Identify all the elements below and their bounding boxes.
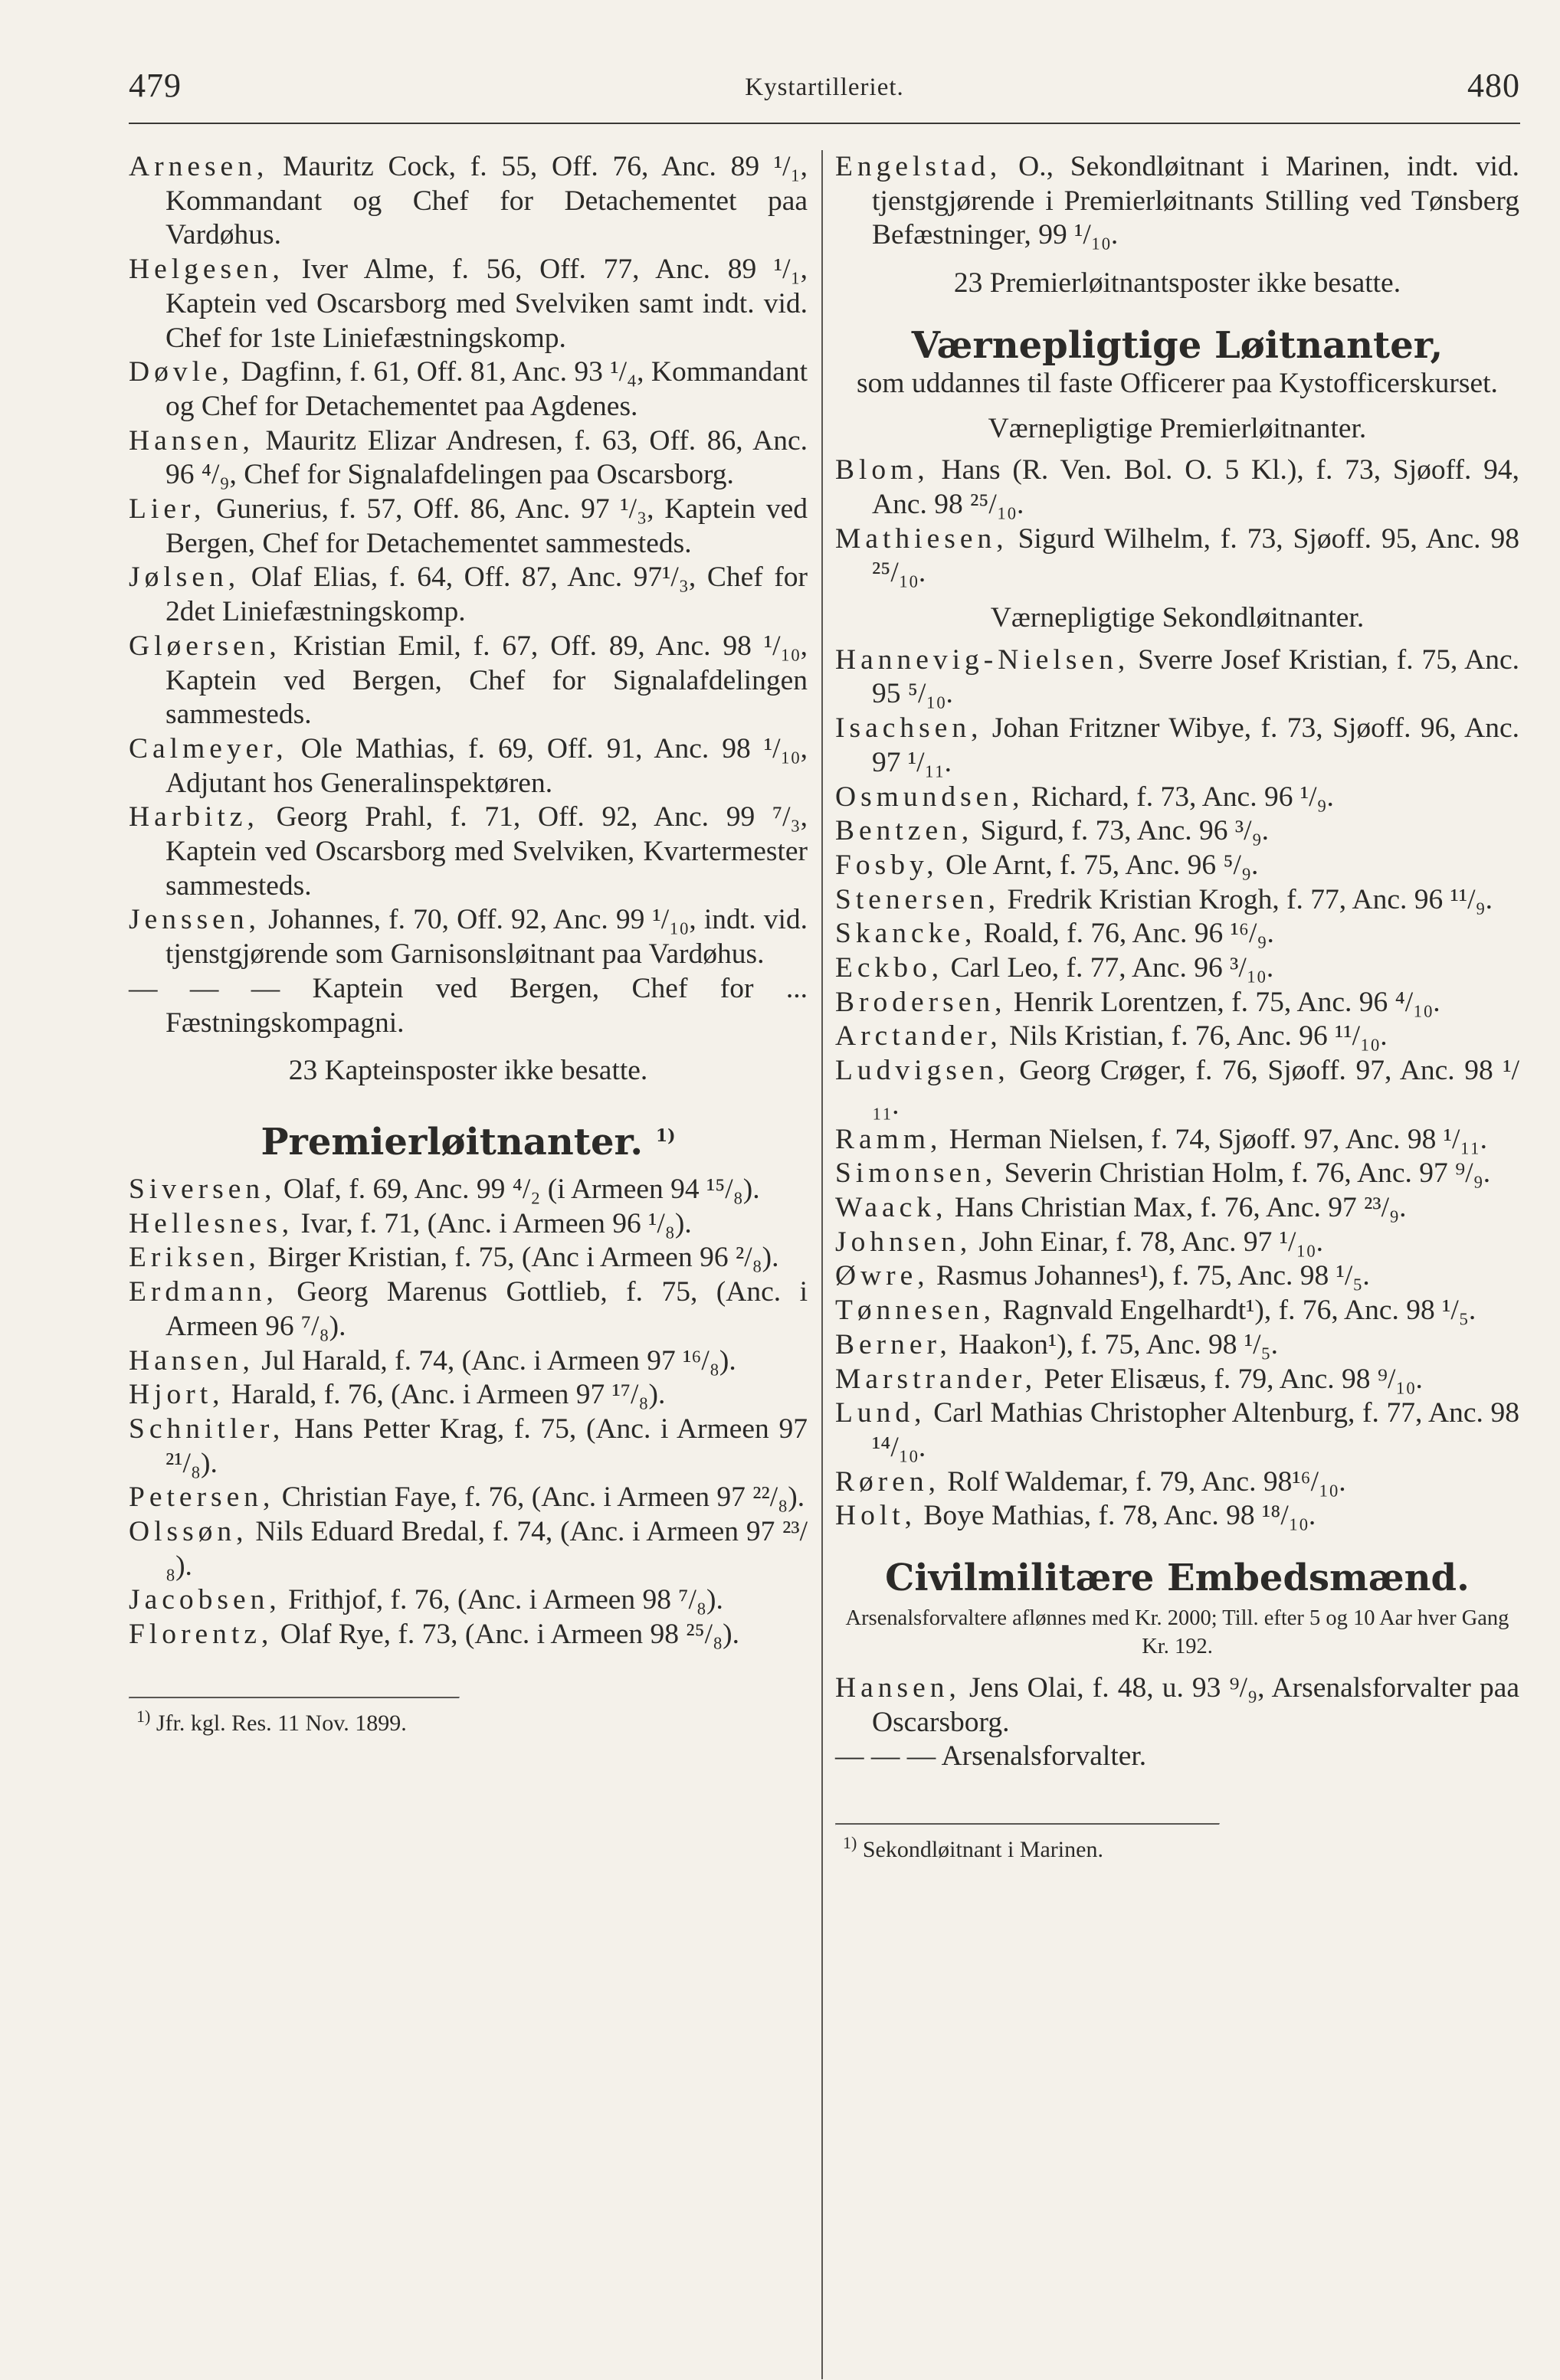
list-item: — — — Arsenalsforvalter. (835, 1740, 1147, 1773)
list-item: Holt, Boye Mathias, f. 78, Anc. 98 ¹⁸/₁₀. (835, 1500, 1316, 1532)
page-header (129, 66, 1520, 119)
conscript-heading: Værnepligtige Løitnanter, (911, 323, 1444, 367)
conscript-premier-subheading: Værnepligtige Premierløitnanter. (988, 412, 1367, 444)
list-item: Erdmann, Georg Marenus Gottlieb, f. 75, (Anc. i Armeen 96 ⁷/₈). (129, 1276, 808, 1342)
list-item: Waack, Hans Christian Max, f. 76, Anc. 97 ²³/₉. (835, 1191, 1407, 1223)
conscript-second-subheading: Værnepligtige Sekondløitnanter. (990, 602, 1365, 634)
list-item: Øwre, Rasmus Johannes¹), f. 75, Anc. 98 ¹/₅. (835, 1260, 1370, 1292)
footnote-rule (129, 1697, 460, 1699)
list-item: Jølsen, Olaf Elias, f. 64, Off. 87, Anc. 97¹/₃, Chef for 2det Liniefæstningskomp. (129, 561, 808, 628)
list-item: Engelstad, O., Sekondløitnant i Marinen, indt. vid. tjenstgjørende i Premierløitnants Stilling ved Tønsberg Befæstninger, 99 ¹/₁₀. (835, 151, 1520, 251)
list-item: Olssøn, Nils Eduard Bredal, f. 74, (Anc. i Armeen 97 ²³/₈). (129, 1516, 808, 1582)
list-item: Schnitler, Hans Petter Krag, f. 75, (Anc. i Armeen 97 ²¹/₈). (129, 1413, 808, 1479)
conscript-subtitle: som uddannes til faste Officerer paa Kystofficerskurset. (857, 367, 1498, 399)
footnote: $^{1)}$ Jfr. kgl. Res. 11 Nov. 1899. (136, 1706, 407, 1736)
list-item: Mathiesen, Sigurd Wilhelm, f. 73, Sjøoff. 95, Anc. 98 ²⁵/₁₀. (835, 522, 1520, 589)
list-item: Hansen, Mauritz Elizar Andresen, f. 63, Off. 86, Anc. 96 ⁴/₉, Chef for Signalafdelingen paa Oscarsborg. (129, 424, 808, 491)
conscript-premier-list (835, 453, 1519, 591)
captains-list (129, 150, 808, 1040)
list-item: Ramm, Herman Nielsen, f. 74, Sjøoff. 97, Anc. 98 ¹/₁₁. (835, 1123, 1487, 1155)
left-column (129, 150, 808, 1762)
list-item: Fosby, Ole Arnt, f. 75, Anc. 96 ⁵/₉. (835, 849, 1259, 881)
list-item: Jacobsen, Frithjof, f. 76, (Anc. i Armeen 98 ⁷/₈). (129, 1584, 723, 1616)
list-item: Petersen, Christian Faye, f. 76, (Anc. i Armeen 97 ²²/₈). (129, 1481, 805, 1514)
list-item: Marstrander, Peter Elisæus, f. 79, Anc. 98 ⁹/₁₀. (835, 1363, 1423, 1395)
list-item: Ludvigsen, Georg Crøger, f. 76, Sjøoff. 97, Anc. 98 ¹/₁₁. (835, 1055, 1520, 1121)
right-column (835, 150, 1519, 1888)
list-item: Brodersen, Henrik Lorentzen, f. 75, Anc. 96 ⁴/₁₀. (835, 986, 1440, 1018)
premier-heading: Premierløitnanter. $^{1)}$ (261, 1120, 676, 1164)
premier-posts-note: 23 Premierløitnantsposter ikke besatte. (953, 267, 1401, 300)
list-item: Calmeyer, Ole Mathias, f. 69, Off. 91, Anc. 98 ¹/₁₀, Adjutant hos Generalinspektøren. (129, 732, 808, 799)
page-number-left: 479 (129, 67, 182, 104)
list-item: Simonsen, Severin Christian Holm, f. 76, Anc. 97 ⁹/₉. (835, 1157, 1491, 1190)
list-item: Jenssen, Johannes, f. 70, Off. 92, Anc. 99 ¹/₁₀, indt. vid. tjenstgjørende som Garnisonsløitnant paa Vardøhus. (129, 904, 808, 971)
list-item: Arnesen, Mauritz Cock, f. 55, Off. 76, Anc. 89 ¹/₁, Kommandant og Chef for Detachementet paa Vardøhus. (129, 151, 808, 251)
footnote-rule (835, 1823, 1220, 1825)
civil-list (835, 1671, 1519, 1774)
list-item: Hjort, Harald, f. 76, (Anc. i Armeen 97 ¹⁷/₈). (129, 1379, 666, 1411)
list-item: — — — Kaptein ved Bergen, Chef for ... Fæstningskompagni. (129, 972, 808, 1039)
footnote: $^{1)}$ Sekondløitnant i Marinen. (843, 1833, 1103, 1863)
running-title: Kystartilleriet. (745, 74, 904, 101)
premier-list (129, 1173, 808, 1652)
list-item: Harbitz, Georg Prahl, f. 71, Off. 92, Anc. 99 ⁷/₃, Kaptein ved Oscarsborg med Svelviken, Kvartermester sammesteds. (129, 801, 808, 902)
list-item: Hellesnes, Ivar, f. 71, (Anc. i Armeen 96 ¹/₈). (129, 1207, 692, 1239)
list-item: Døvle, Dagfinn, f. 61, Off. 81, Anc. 93 ¹/₄, Kommandant og Chef for Detachementet paa Agdenes. (129, 356, 808, 422)
list-item: Eriksen, Birger Kristian, f. 75, (Anc i Armeen 96 ²/₈). (129, 1242, 779, 1274)
list-item: Berner, Haakon¹), f. 75, Anc. 98 ¹/₅. (835, 1328, 1279, 1360)
list-item: Stenersen, Fredrik Kristian Krogh, f. 77, Anc. 96 ¹¹/₉. (835, 883, 1493, 915)
list-item: Hansen, Jul Harald, f. 74, (Anc. i Armeen 97 ¹⁶/₈). (129, 1344, 736, 1377)
list-item: Tønnesen, Ragnvald Engelhardt¹), f. 76, Anc. 98 ¹/₅. (835, 1295, 1476, 1327)
list-item: Isachsen, Johan Fritzner Wibye, f. 73, Sjøoff. 96, Anc. 97 ¹/₁₁. (835, 712, 1519, 778)
list-item: Helgesen, Iver Alme, f. 56, Off. 77, Anc. 89 ¹/₁, Kaptein ved Oscarsborg med Svelviken samt indt. vid. Chef for 1ste Liniefæstningskomp. (129, 254, 808, 354)
list-item: Skancke, Roald, f. 76, Anc. 96 ¹⁶/₉. (835, 918, 1274, 950)
list-item: Eckbo, Carl Leo, f. 77, Anc. 96 ³/₁₀. (835, 952, 1274, 984)
civil-note: Arsenalsforvaltere aflønnes med Kr. 2000; Till. efter 5 og 10 Aar hver Gang Kr. 192. (845, 1606, 1509, 1659)
list-item: Florentz, Olaf Rye, f. 73, (Anc. i Armeen 98 ²⁵/₈). (129, 1619, 740, 1651)
captains-note: 23 Kapteinsposter ikke besatte. (288, 1055, 648, 1087)
list-item: Lier, Gunerius, f. 57, Off. 86, Anc. 97 ¹/₃, Kaptein ved Bergen, Chef for Detachementet sammesteds. (129, 493, 808, 559)
list-item: Gløersen, Kristian Emil, f. 67, Off. 89, Anc. 98 ¹/₁₀, Kaptein ved Bergen, Chef for Signalafdelingen sammesteds. (129, 630, 808, 731)
header-rule (129, 123, 1520, 124)
list-item: Røren, Rolf Waldemar, f. 79, Anc. 98¹⁶/₁₀. (835, 1465, 1346, 1498)
footnote-marker: 1) (655, 1125, 676, 1146)
column-divider (821, 150, 823, 2379)
list-item: Osmundsen, Richard, f. 73, Anc. 96 ¹/₉. (835, 781, 1334, 813)
civil-heading: Civilmilitære Embedsmænd. (885, 1557, 1470, 1600)
list-item: Siversen, Olaf, f. 69, Anc. 99 ⁴/₂ (i Armeen 94 ¹⁵/₈). (129, 1173, 760, 1205)
list-item: Bentzen, Sigurd, f. 73, Anc. 96 ³/₉. (835, 815, 1270, 847)
list-item: Blom, Hans (R. Ven. Bol. O. 5 Kl.), f. 73, Sjøoff. 94, Anc. 98 ²⁵/₁₀. (835, 454, 1519, 520)
list-item: Arctander, Nils Kristian, f. 76, Anc. 96 ¹¹/₁₀. (835, 1020, 1388, 1053)
conscript-second-list (835, 643, 1519, 1534)
page-number-right: 480 (1467, 67, 1520, 104)
list-item: Lund, Carl Mathias Christopher Altenburg, f. 77, Anc. 98 ¹⁴/₁₀. (835, 1397, 1520, 1463)
list-item: Hannevig-Nielsen, Sverre Josef Kristian, f. 75, Anc. 95 ⁵/₁₀. (835, 643, 1519, 710)
list-item: Johnsen, John Einar, f. 78, Anc. 97 ¹/₁₀. (835, 1226, 1323, 1258)
list-item: Hansen, Jens Olai, f. 48, u. 93 ⁹/₉, Arsenalsforvalter paa Oscarsborg. (835, 1672, 1519, 1738)
